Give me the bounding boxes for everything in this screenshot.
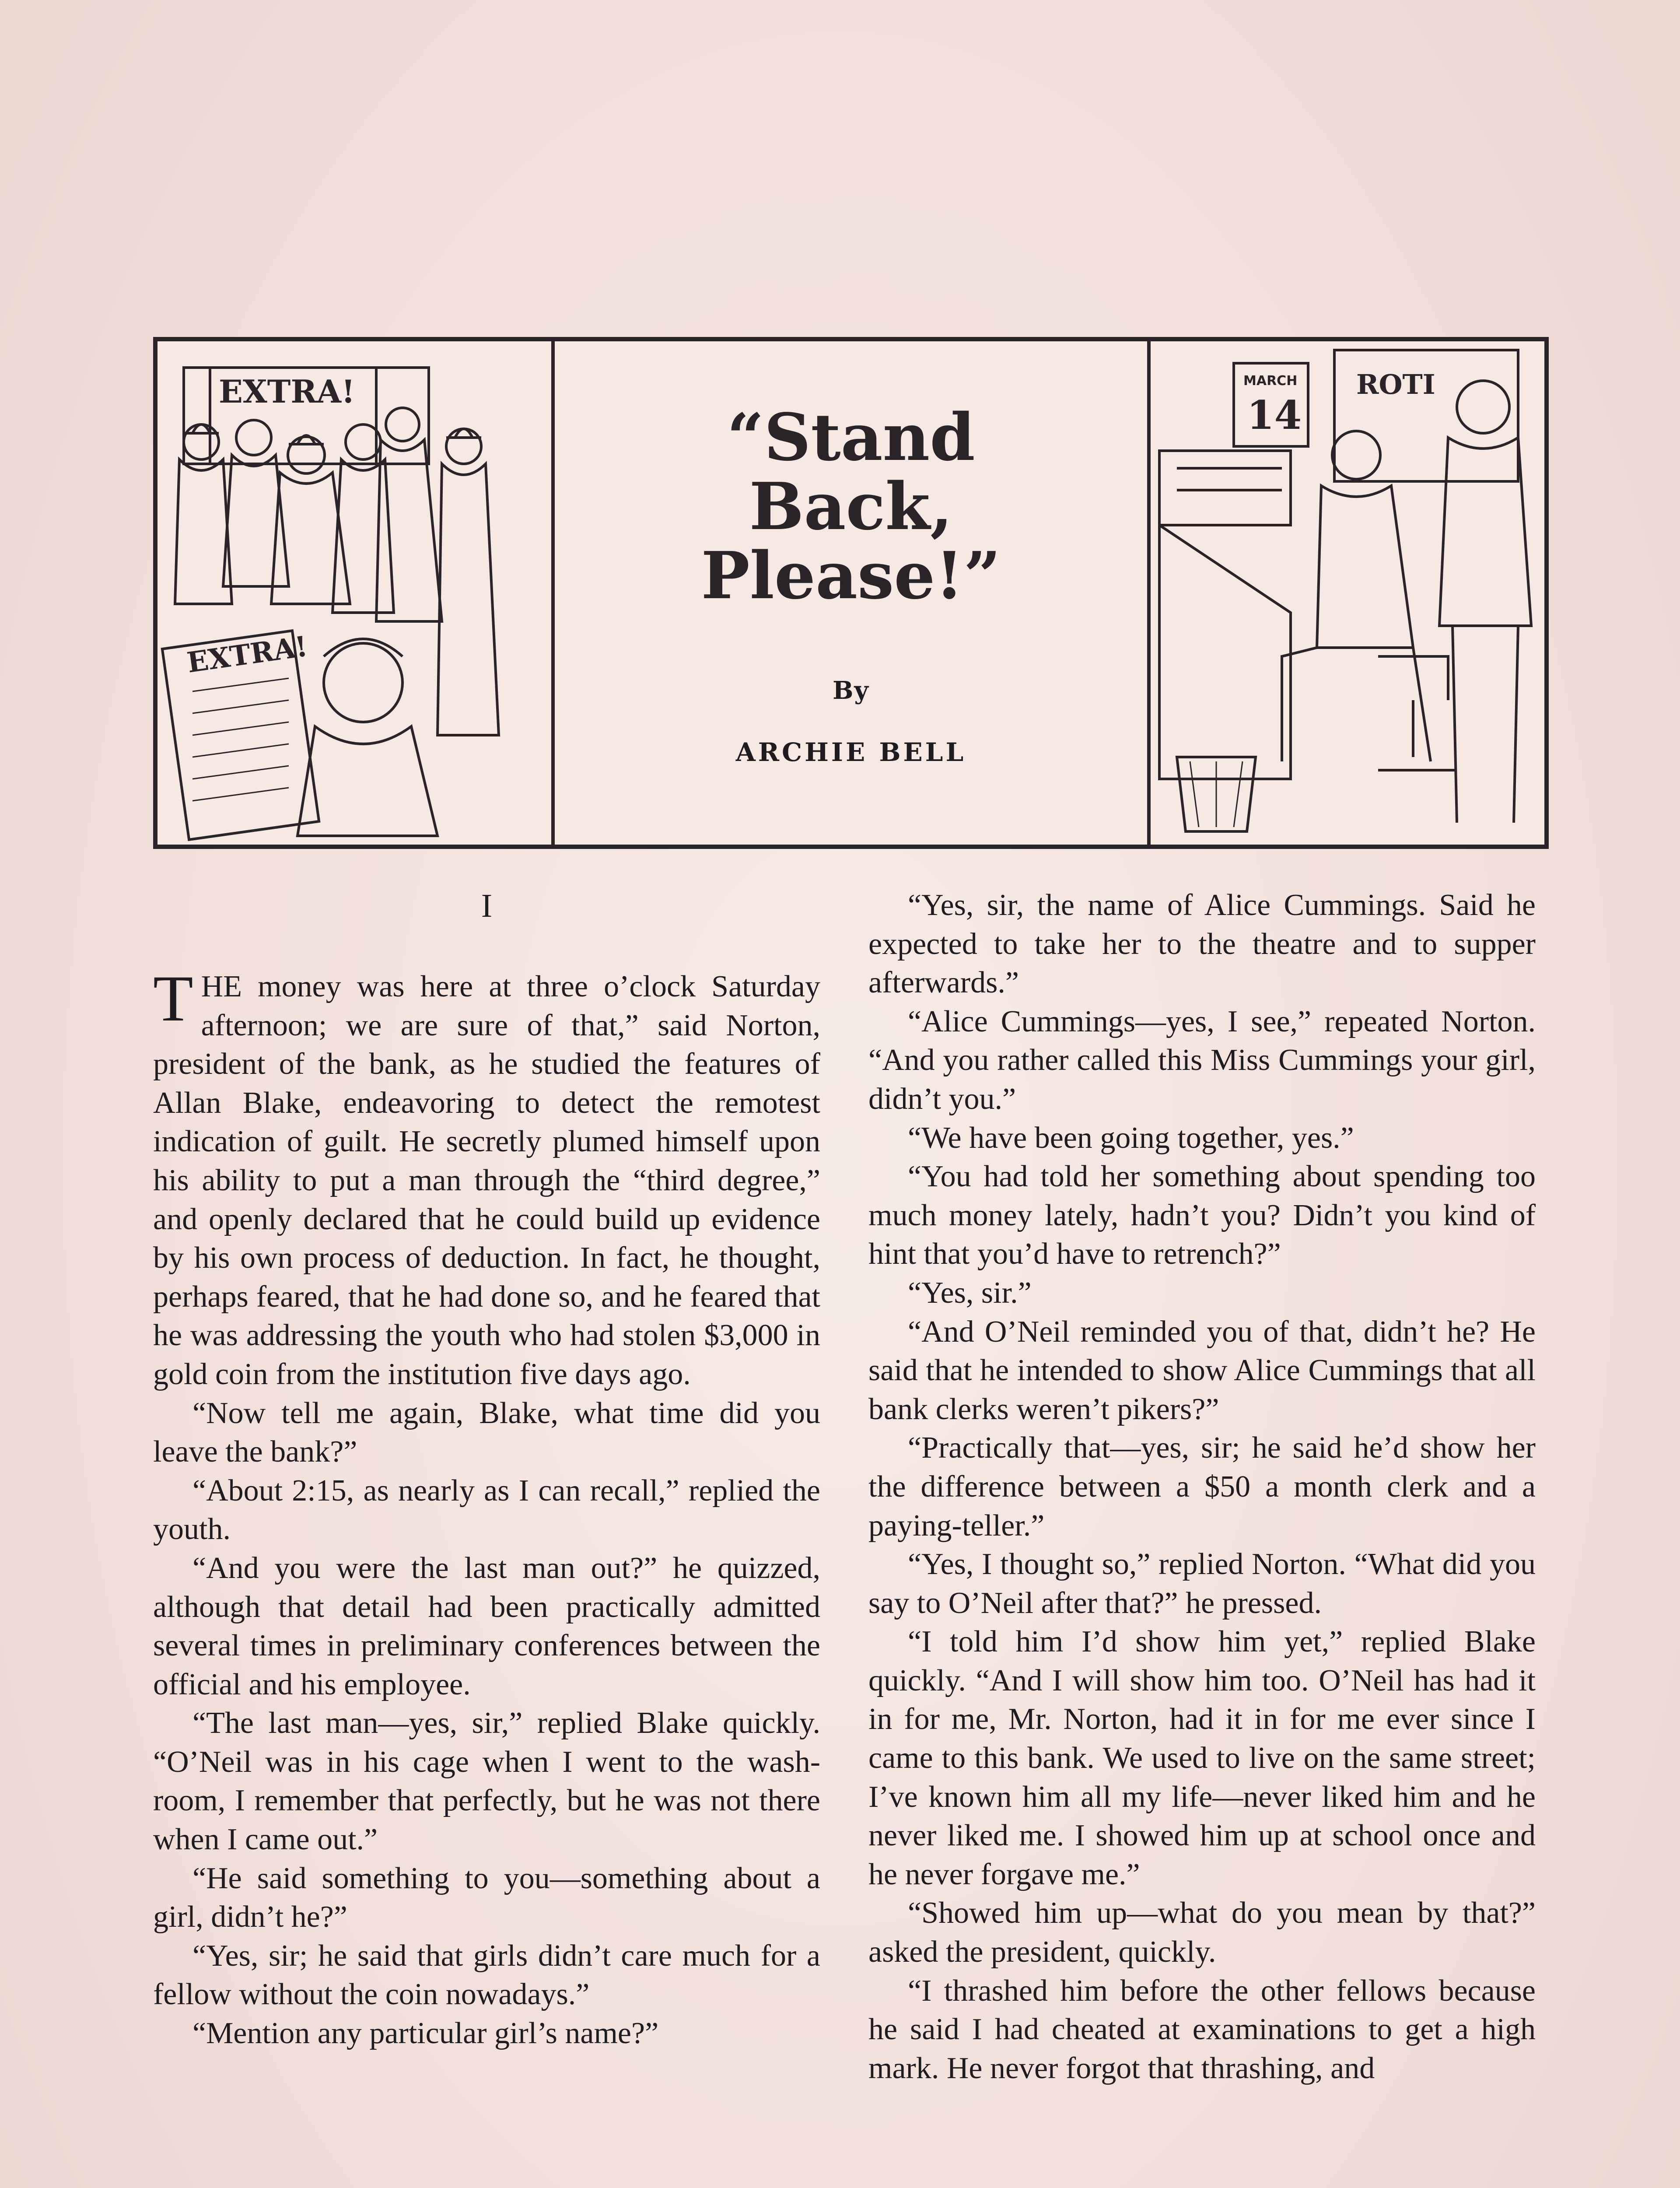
paragraph: “Practically that—yes, sir; he said he’d show her the difference between a $50 a month clerk and a paying-teller.” <box>868 1431 1536 1543</box>
left-column <box>153 886 820 2053</box>
calendar-day: 14 <box>1247 392 1302 438</box>
paragraph-text: HE money was here at three o’clock Saturday afternoon; we are sure of that,” said Norton, president of the bank, as he studied the features of Allan Blake, endeavoring to detect the remotest indication of guilt. He secretly plumed himself upon his ability to put a man through the “third degree,” and openly declared that he could build up evidence by his own process of deduction. In fact, he thought, perhaps feared, that he had done so, and he feared that he was addressing the youth who had stolen $3,000 in gold coin from the institution five days ago. <box>153 970 820 1391</box>
drop-cap: T <box>153 962 193 1035</box>
paragraph: “Yes, I thought so,” replied Norton. “What did you say to O’Neil after that?” he pressed. <box>868 1547 1536 1620</box>
paragraph <box>153 962 820 1394</box>
extra-sign-newspaper: EXTRA! <box>185 630 310 680</box>
bank-office-illustration <box>1147 341 1544 845</box>
right-column <box>868 886 1536 2088</box>
title-line-3: Please!” <box>701 537 1001 614</box>
paragraph: “Showed him up—what do you mean by that?” asked the president, quickly. <box>868 1896 1536 1969</box>
bank-office-drawing <box>1151 341 1544 845</box>
calendar-month: MARCH <box>1243 373 1298 389</box>
door-lettering: ROTI <box>1356 368 1435 400</box>
paragraph: “And you were the last man out?” he quizzed, although that detail had been practically admitted several times in preliminary conferences between the official and his employee. <box>153 1551 820 1701</box>
paragraph: “Alice Cummings—yes, I see,” repeated Norton. “And you rather called this Miss Cummings your girl, didn’t you.” <box>868 1004 1536 1116</box>
paragraph: “I told him I’d show him yet,” replied Blake quickly. “And I will show him too. O’Neil has had it in for me, Mr. Norton, had it in for me ever since I came to this bank. We used to live on the same street; I’ve known him all my life—never liked him and he never liked me. I showed him up at school once and he never forgave me.” <box>868 1625 1536 1891</box>
byline: By <box>833 676 869 705</box>
story-title <box>551 399 1151 614</box>
paragraph: “We have been going together, yes.” <box>908 1121 1354 1155</box>
title-line-2: Back, <box>749 468 953 544</box>
extra-sign-top: EXTRA! <box>219 373 355 410</box>
paragraph: “Yes, sir; he said that girls didn’t care much for a fellow without the coin nowadays.” <box>153 1939 820 2012</box>
title-line-1: “Stand <box>727 399 975 475</box>
paragraph: “Mention any particular girl’s name?” <box>192 2016 659 2051</box>
paragraph: “Yes, sir, the name of Alice Cummings. Said he expected to take her to the theatre and to supper afterwards.” <box>868 888 1536 1000</box>
paragraph: “Yes, sir.” <box>908 1276 1032 1310</box>
newsboy-crowd-drawing <box>158 341 551 845</box>
section-number: I <box>481 887 493 924</box>
paragraph: “And O’Neil reminded you of that, didn’t he? He said that he intended to show Alice Cummings that all bank clerks weren’t pikers?” <box>868 1315 1536 1426</box>
paragraph: “He said something to you—something about a girl, didn’t he?” <box>153 1861 820 1934</box>
story-header-banner <box>153 337 1549 849</box>
newsboy-illustration <box>158 341 555 845</box>
title-block <box>551 341 1151 845</box>
paragraph: “You had told her something about spending too much money lately, hadn’t you? Didn’t you kind of hint that you’d have to retrench?” <box>868 1160 1536 1271</box>
paragraph: “The last man—yes, sir,” replied Blake quickly. “O’Neil was in his cage when I went to the wash-room, I remember that perfectly, but he was not there when I came out.” <box>153 1706 820 1857</box>
paragraph: “About 2:15, as nearly as I can recall,” replied the youth. <box>153 1473 820 1546</box>
paragraph: “Now tell me again, Blake, what time did you leave the bank?” <box>153 1396 820 1469</box>
author-name: ARCHIE BELL <box>735 737 966 767</box>
paragraph: “I thrashed him before the other fellows because he said I had cheated at examinations to get a high mark. He never forgot that thrashing, and <box>868 1974 1536 2085</box>
